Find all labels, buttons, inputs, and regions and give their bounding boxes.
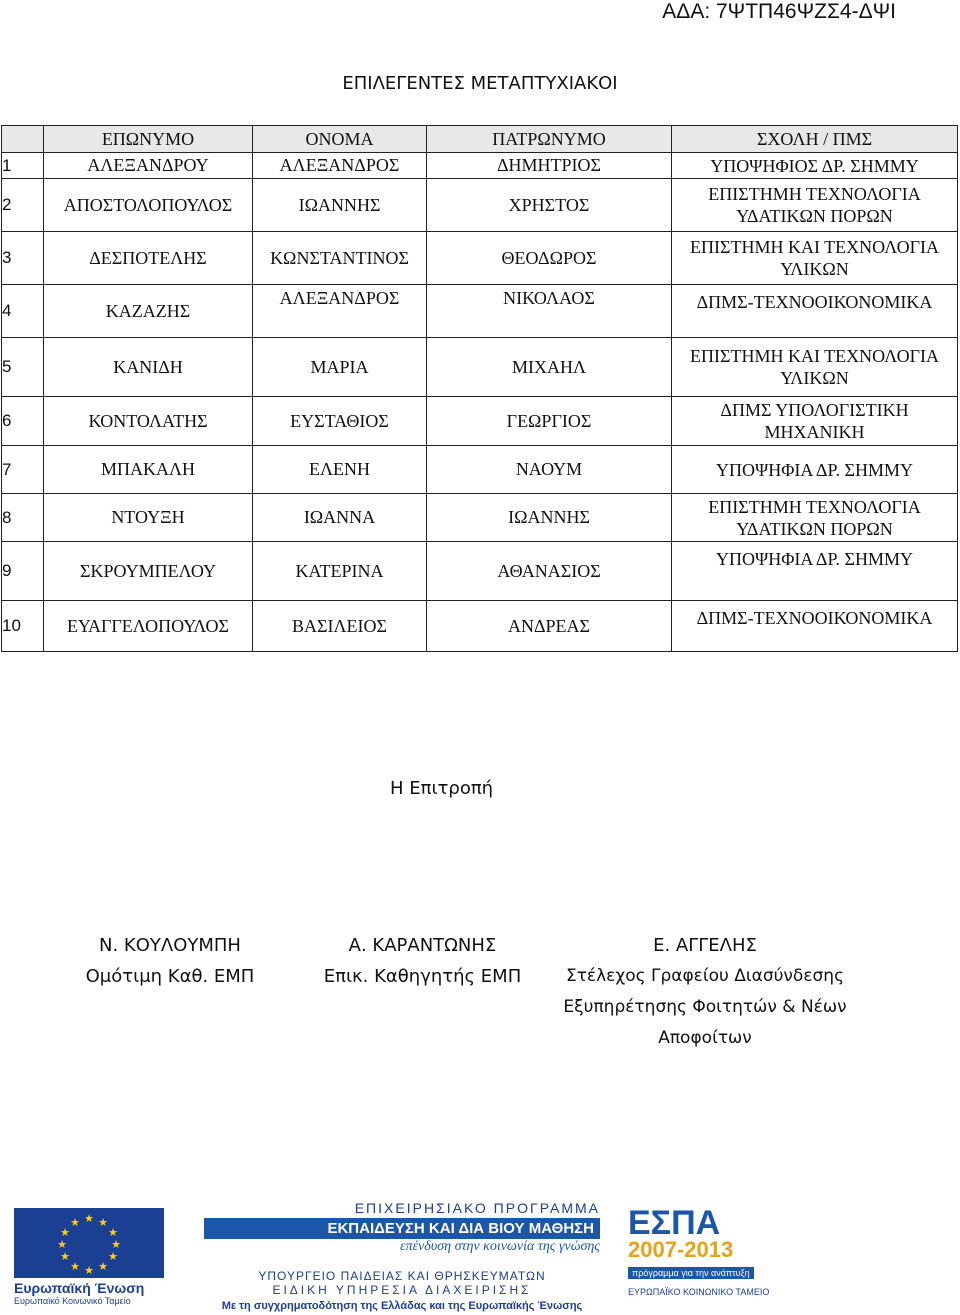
column-header-name: ΟΝΟΜΑ [253, 126, 427, 153]
row-number: 4 [2, 285, 44, 338]
table-row [2, 338, 958, 397]
school-cell: ΔΠΜΣ-ΤΕΧΝΟΟΙΚΟΝΟΜΙΚΑ [672, 601, 958, 652]
table-row [2, 542, 958, 601]
father-name-cell: ΓΕΩΡΓΙΟΣ [427, 397, 672, 446]
svg-text:★: ★ [108, 1226, 118, 1239]
signatory-role-line2: Εξυπηρέτησης Φοιτητών & Νέων [563, 997, 847, 1017]
name-cell: ΑΛΕΞΑΝΔΡΟΣ [253, 153, 427, 179]
father-name-cell: ΘΕΟΔΩΡΟΣ [427, 232, 672, 285]
signature-block-angelis [555, 930, 855, 1054]
table-row [2, 446, 958, 494]
managing-service-name: ΕΙΔΙΚΗ ΥΠΗΡΕΣΙΑ ΔΙΑΧΕΙΡΙΣΗΣ [272, 1283, 532, 1297]
school-cell: ΔΠΜΣ-ΤΕΧΝΟΟΙΚΟΝΟΜΙΚΑ [672, 285, 958, 338]
svg-text:★: ★ [70, 1216, 80, 1229]
school-cell: ΕΠΙΣΤΗΜΗ ΤΕΧΝΟΛΟΓΙΑ ΥΔΑΤΙΚΩΝ ΠΟΡΩΝ [672, 494, 958, 542]
espa-fund-name: ΕΥΡΩΠΑΪΚΟ ΚΟΙΝΩΝΙΚΟ ΤΑΜΕΙΟ [628, 1287, 770, 1297]
surname-cell: ΚΑΝΙΔΗ [44, 338, 253, 397]
school-cell: ΥΠΟΨΗΦΙΑ ΔΡ. ΣΗΜΜΥ [672, 542, 958, 601]
surname-cell: ΔΕΣΠΟΤΕΛΗΣ [44, 232, 253, 285]
name-cell: ΕΥΣΤΑΘΙΟΣ [253, 397, 427, 446]
father-name-cell: ΜΙΧΑΗΛ [427, 338, 672, 397]
svg-text:★: ★ [108, 1250, 118, 1263]
table-row [2, 179, 958, 232]
surname-cell: ΕΥΑΓΓΕΛΟΠΟΥΛΟΣ [44, 601, 253, 652]
signatory-role: Στέλεχος Γραφείου Διασύνδεσης [565, 966, 845, 986]
signature-block-koulouмpi [60, 930, 280, 992]
row-number: 10 [2, 601, 44, 652]
father-name-cell: ΧΡΗΣΤΟΣ [427, 179, 672, 232]
table-row [2, 232, 958, 285]
espa-logo [628, 1204, 808, 1304]
ada-code: ΑΔΑ: 7ΨΤΠ46ΨΖΣ4-ΔΨΙ [662, 0, 896, 23]
svg-text:★: ★ [111, 1238, 121, 1251]
svg-text:★: ★ [70, 1260, 80, 1273]
father-name-cell: ΝΑΟΥΜ [427, 446, 672, 494]
signature-block-karantonis [310, 930, 535, 992]
name-cell: ΒΑΣΙΛΕΙΟΣ [253, 601, 427, 652]
table-header-row [2, 126, 958, 153]
surname-cell: ΜΠΑΚΑΛΗ [44, 446, 253, 494]
svg-text:★: ★ [98, 1216, 108, 1229]
row-number: 3 [2, 232, 44, 285]
column-header-surname: ΕΠΩΝΥΜΟ [44, 126, 253, 153]
svg-text:★: ★ [84, 1212, 94, 1225]
school-cell: ΥΠΟΨΗΦΙΟΣ ΔΡ. ΣΗΜΜΥ [672, 153, 958, 179]
name-cell: ΑΛΕΞΑΝΔΡΟΣ [253, 285, 427, 338]
father-name-cell: ΑΘΑΝΑΣΙΟΣ [427, 542, 672, 601]
svg-text:★: ★ [57, 1238, 67, 1251]
document-title: ΕΠΙΛΕΓΕΝΤΕΣ ΜΕΤΑΠΤΥΧΙΑΚΟΙ [342, 73, 618, 94]
program-motto: επένδυση στην κοινωνία της γνώσης [400, 1239, 600, 1254]
table-row [2, 397, 958, 446]
signatory-role: Επικ. Καθηγητής ΕΜΠ [323, 966, 522, 987]
espa-motto: πρόγραμμα για την ανάπτυξη [628, 1267, 754, 1279]
row-number: 7 [2, 446, 44, 494]
espa-years: 2007-2013 [628, 1237, 734, 1262]
father-name-cell: ΝΙΚΟΛΑΟΣ [427, 285, 672, 338]
name-cell: ΚΑΤΕΡΙΝΑ [253, 542, 427, 601]
father-name-cell: ΔΗΜΗΤΡΙΟΣ [427, 153, 672, 179]
name-cell: ΕΛΕΝΗ [253, 446, 427, 494]
school-cell: ΥΠΟΨΗΦΙΑ ΔΡ. ΣΗΜΜΥ [672, 446, 958, 494]
surname-cell: ΑΛΕΞΑΝΔΡΟΥ [44, 153, 253, 179]
name-cell: ΚΩΝΣΤΑΝΤΙΝΟΣ [253, 232, 427, 285]
table-row [2, 601, 958, 652]
table-row [2, 285, 958, 338]
name-cell: ΙΩΑΝΝΑ [253, 494, 427, 542]
selected-students-table [1, 125, 958, 652]
surname-cell: ΣΚΡΟΥΜΠΕΛΟΥ [44, 542, 253, 601]
surname-cell: ΚΟΝΤΟΛΑΤΗΣ [44, 397, 253, 446]
eu-name: Ευρωπαϊκή Ένωση [14, 1280, 145, 1296]
program-title: ΕΚΠΑΙΔΕΥΣΗ ΚΑΙ ΔΙΑ ΒΙΟΥ ΜΑΘΗΣΗ [204, 1218, 600, 1239]
cofunding-note: Με τη συγχρηματοδότηση της Ελλάδας και της Ευρωπαϊκής Ένωσης [221, 1300, 583, 1312]
espa-name: ΕΣΠΑ [628, 1204, 721, 1242]
signatory-name: Α. ΚΑΡΑΝΤΩΝΗΣ [348, 935, 497, 956]
father-name-cell: ΙΩΑΝΝΗΣ [427, 494, 672, 542]
surname-cell: ΑΠΟΣΤΟΛΟΠΟΥΛΟΣ [44, 179, 253, 232]
signatory-name: Ε. ΑΓΓΕΛΗΣ [653, 935, 757, 956]
operational-program-logo [204, 1200, 600, 1310]
row-number: 1 [2, 153, 44, 179]
table-row [2, 153, 958, 179]
surname-cell: ΚΑΖΑΖΗΣ [44, 285, 253, 338]
eu-fund-name: Ευρωπαϊκό Κοινωνικό Ταμείο [14, 1296, 131, 1306]
committee-heading: Η Επιτροπή [390, 778, 494, 799]
svg-text:★: ★ [84, 1264, 94, 1277]
funding-logos-strip [0, 1200, 960, 1315]
signatory-name: Ν. ΚΟΥΛΟΥΜΠΗ [99, 935, 241, 956]
svg-text:★: ★ [60, 1250, 70, 1263]
column-header-school: ΣΧΟΛΗ / ΠΜΣ [672, 126, 958, 153]
column-header-father: ΠΑΤΡΩΝΥΜΟ [427, 126, 672, 153]
row-number: 9 [2, 542, 44, 601]
table-row [2, 494, 958, 542]
school-cell: ΕΠΙΣΤΗΜΗ ΚΑΙ ΤΕΧΝΟΛΟΓΙΑ ΥΛΙΚΩΝ [672, 338, 958, 397]
row-number: 8 [2, 494, 44, 542]
signatory-role-line3: Αποφοίτων [658, 1028, 752, 1048]
school-cell: ΕΠΙΣΤΗΜΗ ΚΑΙ ΤΕΧΝΟΛΟΓΙΑ ΥΛΙΚΩΝ [672, 232, 958, 285]
school-cell: ΔΠΜΣ ΥΠΟΛΟΓΙΣΤΙΚΗ ΜΗΧΑΝΙΚΗ [672, 397, 958, 446]
program-heading: ΕΠΙΧΕΙΡΗΣΙΑΚΟ ΠΡΟΓΡΑΜΜΑ [354, 1200, 600, 1216]
surname-cell: ΝΤΟΥΞΗ [44, 494, 253, 542]
eu-stars-icon [14, 1208, 164, 1278]
ministry-name: ΥΠΟΥΡΓΕΙΟ ΠΑΙΔΕΙΑΣ ΚΑΙ ΘΡΗΣΚΕΥΜΑΤΩΝ [258, 1269, 546, 1283]
signatory-role: Ομότιμη Καθ. ΕΜΠ [85, 966, 255, 987]
eu-flag-icon [14, 1208, 164, 1278]
row-number: 6 [2, 397, 44, 446]
eu-logo [14, 1208, 164, 1313]
svg-text:★: ★ [60, 1226, 70, 1239]
header-num-cell [2, 126, 44, 153]
row-number: 5 [2, 338, 44, 397]
school-cell: ΕΠΙΣΤΗΜΗ ΤΕΧΝΟΛΟΓΙΑ ΥΔΑΤΙΚΩΝ ΠΟΡΩΝ [672, 179, 958, 232]
father-name-cell: ΑΝΔΡΕΑΣ [427, 601, 672, 652]
name-cell: ΙΩΑΝΝΗΣ [253, 179, 427, 232]
svg-text:★: ★ [98, 1260, 108, 1273]
name-cell: ΜΑΡΙΑ [253, 338, 427, 397]
row-number: 2 [2, 179, 44, 232]
